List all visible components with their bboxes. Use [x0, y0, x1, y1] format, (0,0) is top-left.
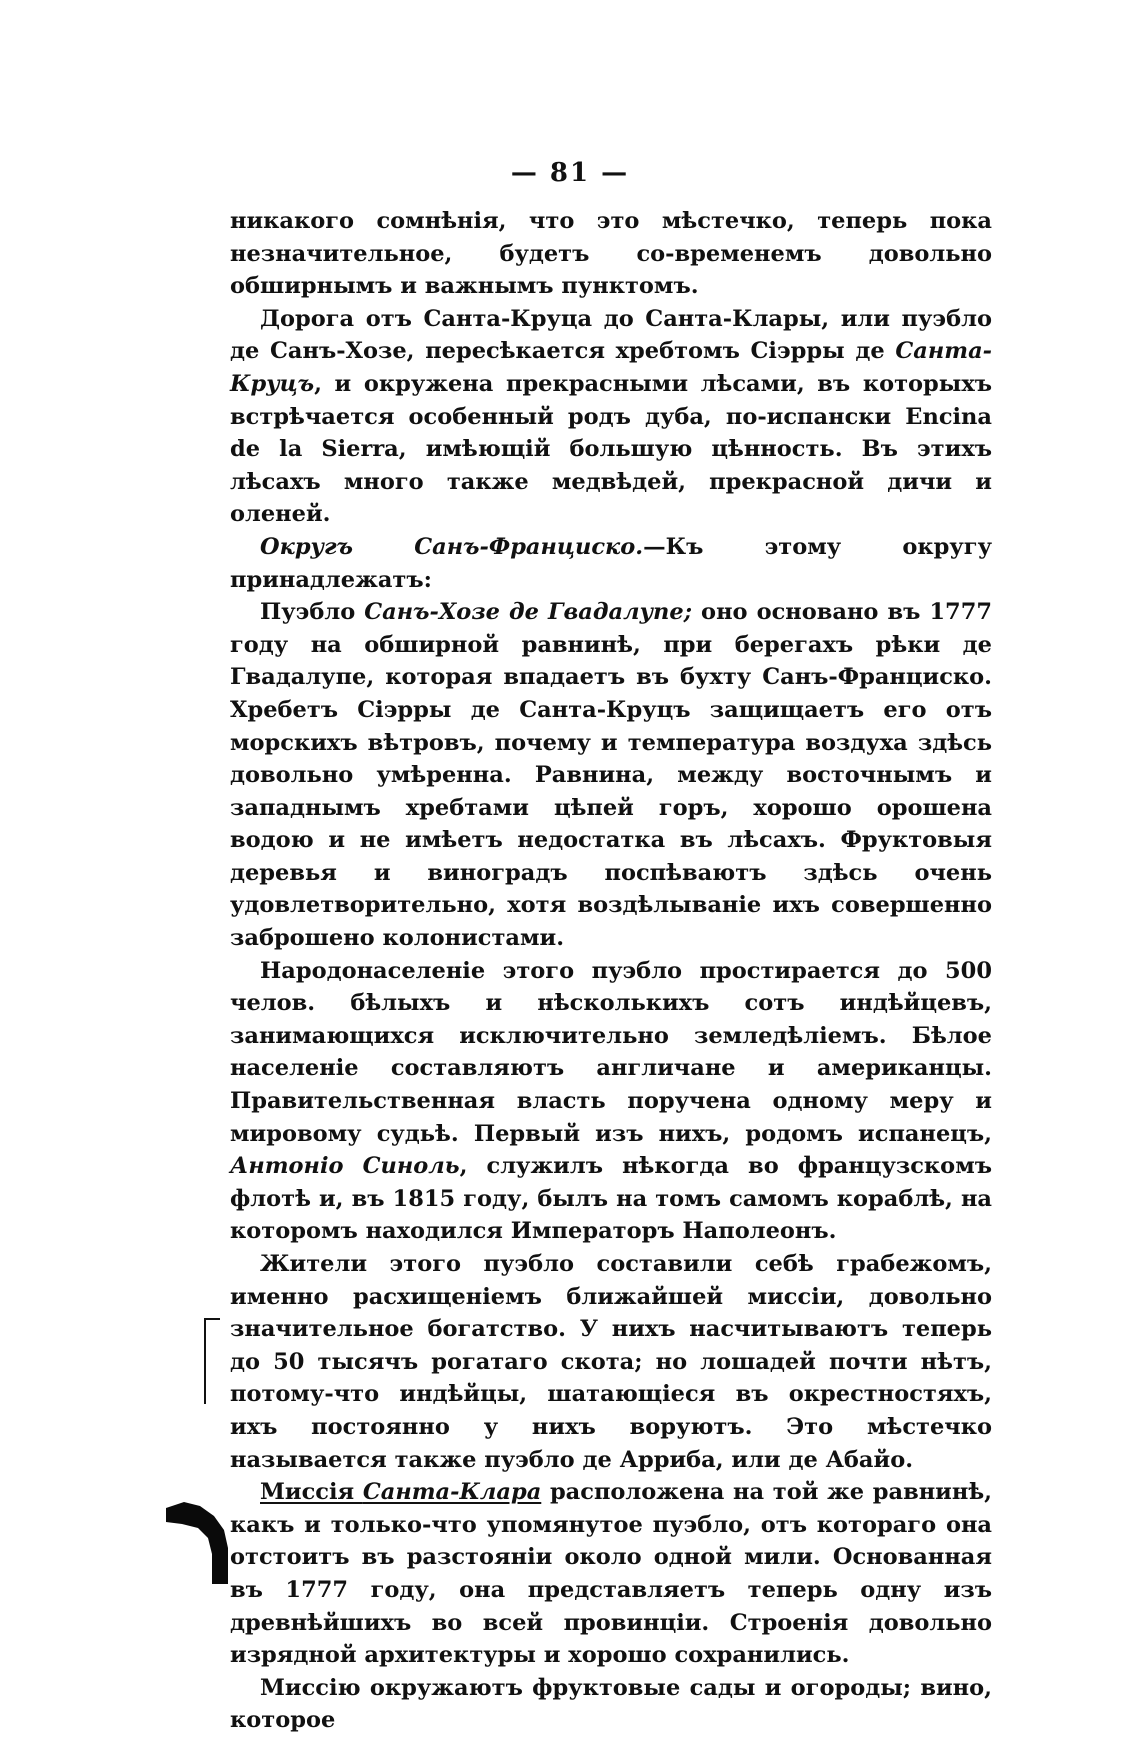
paragraph-2-text-b: , и окружена прекрасными лѣсами, въ которыхъ встрѣчается особенный родъ дуба, по-испански Encina de la Sierra, имѣющій большую цѣнность. Въ этихъ лѣсахъ много также медвѣдей, прекрасной дичи и оленей. [230, 370, 992, 528]
paragraph-5-italic-name: Антоніо Синоль [230, 1153, 460, 1180]
paragraph-8-text: Миссію окружаютъ фруктовые сады и огороды; вино, которое [230, 1674, 992, 1734]
paragraph-7-text: расположена на той же равнинѣ, какъ и только-что упомянутое пуэбло, отъ котораго она отстоитъ въ разстояніи около одной мили. Основанная въ 1777 году, она представляетъ теперь одну изъ древнѣйшихъ во всей провинціи. Строенія довольно изрядной архитектуры и хорошо сохранились. [230, 1479, 992, 1669]
paragraph-2 [230, 303, 992, 531]
paragraph-1 [230, 205, 992, 303]
paragraph-1-text: никакого сомнѣнія, что это мѣстечко, теперь пока незначительное, будетъ со-временемъ довольно обширнымъ и важнымъ пунктомъ. [230, 208, 992, 300]
paragraph-4-text-a: Пуэбло [260, 599, 365, 626]
paragraph-4-text-b: оно основано въ 1777 году на обширной равнинѣ, при берегахъ рѣки де Гвадалупе, которая впадаетъ въ бухту Санъ-Франциско. Хребетъ Сіэрры де Санта-Круцъ защищаетъ его отъ морскихъ вѣтровъ, почему и температура воздуха здѣсь довольно умѣренна. Равнина, между восточнымъ и западнымъ хребтами цѣпей горъ, хорошо орошена водою и не имѣетъ недостатка въ лѣсахъ. Фруктовыя деревья и виноградъ поспѣваютъ здѣсь очень удовлетворительно, хотя воздѣлываніе ихъ совершенно заброшено колонистами. [230, 599, 993, 952]
page-number: — 81 — [510, 158, 630, 188]
paragraph-5-text-a: Народонаселеніе этого пуэбло простирается до 500 челов. бѣлыхъ и нѣсколькихъ сотъ индѣйцевъ, занимающихся исключительно земледѣліемъ. Бѣлое населеніе составляютъ англичане и американцы. Правительственная власть поручена одному меру и мировому судьѣ. Первый изъ нихъ, родомъ испанецъ, [230, 957, 992, 1147]
paragraph-5-text-b: , служилъ нѣкогда во французскомъ флотѣ и, въ 1815 году, былъ на томъ самомъ кораблѣ, на которомъ находился Императоръ Наполеонъ. [230, 1153, 992, 1245]
paragraph-6-text: Жители этого пуэбло составили себѣ грабежомъ, именно расхищеніемъ ближайшей миссіи, довольно значительное богатство. У нихъ насчитываютъ теперь до 50 тысячъ рогатаго скота; но лошадей почти нѣтъ, потому-что индѣйцы, шатающіеся въ окрестностяхъ, ихъ постоянно у нихъ воруютъ. Это мѣстечко называется также пуэбло де Арриба, или де Абайо. [230, 1251, 992, 1473]
margin-bracket-icon [204, 1318, 220, 1404]
paragraph-3-text: —Къ этому округу принадлежатъ: [230, 533, 992, 593]
paragraph-7 [230, 1476, 992, 1672]
paragraph-4 [230, 596, 992, 955]
paragraph-2-italic-place: Санта-Круцъ [230, 338, 992, 397]
ink-smudge-icon [162, 1498, 232, 1586]
paragraph-4-italic-place: Санъ-Хозе де Гвадалупе; [364, 599, 693, 626]
paragraph-3 [230, 531, 992, 596]
paragraph-8 [230, 1672, 992, 1737]
paragraph-6 [230, 1248, 992, 1476]
paragraph-7-italic-place: Санта-Клара [362, 1479, 542, 1506]
paragraph-7-underlined-word: Миссія [260, 1479, 363, 1506]
paragraph-2-text-a: Дорога отъ Санта-Круца до Санта-Клары, или пуэбло де Санъ-Хозе, пересѣкается хребтомъ Сіэрры де [230, 305, 992, 365]
section-heading-district: Округъ Санъ-Франциско. [260, 533, 644, 560]
body-text [230, 205, 992, 1737]
paragraph-5 [230, 955, 992, 1248]
